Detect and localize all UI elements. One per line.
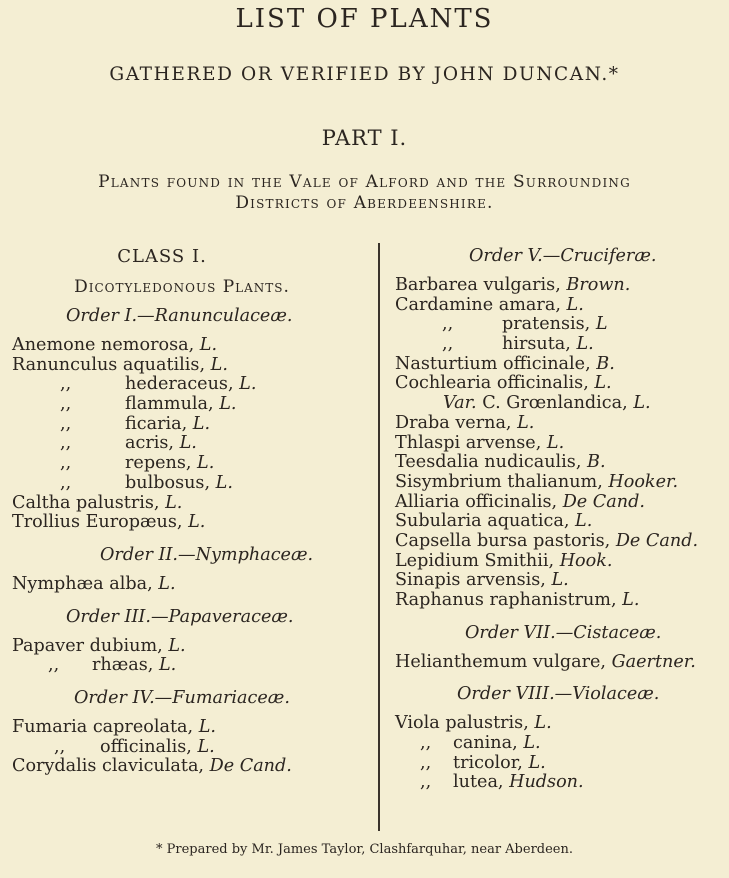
plant-authority: De Cand. — [209, 756, 292, 777]
plant-name-wrap — [125, 415, 210, 435]
plant-name: Ranunculus aquatilis, — [12, 354, 211, 375]
plant-name: ficaria, — [125, 413, 193, 434]
plant-name: tricolor, — [453, 752, 529, 773]
plant-entry — [12, 738, 372, 758]
order-heading — [12, 688, 372, 708]
order-heading-text: Order III.—Papaveraceæ. — [66, 606, 294, 627]
order-heading-text: Order V.—Cruciferæ. — [469, 246, 657, 266]
plant-authority: L. — [633, 393, 651, 414]
plant-entry — [395, 276, 725, 296]
plant-name: Viola palustris, — [395, 713, 535, 734]
plant-name: hirsuta, — [502, 334, 577, 355]
plant-authority: Hooker. — [608, 471, 679, 492]
plant-name: Helianthemum vulgare, — [395, 651, 612, 672]
plant-authority: Gaertner. — [611, 651, 696, 672]
order-heading — [12, 607, 372, 627]
plant-authority: L. — [566, 294, 584, 315]
plant-entry — [12, 637, 372, 657]
ditto-mark: ,, — [60, 374, 72, 395]
plant-name: Barbarea vulgaris, — [395, 275, 567, 295]
plant-entry — [395, 355, 725, 375]
ditto-mark: ,, — [420, 772, 432, 793]
ditto-mark: ,, — [60, 413, 72, 434]
plant-entry — [12, 375, 372, 395]
plant-name: lutea, — [453, 772, 510, 793]
plant-entry — [12, 415, 372, 435]
plant-name: pratensis, — [502, 314, 596, 335]
plant-authority: L. — [179, 433, 197, 454]
order-heading-text: Order I.—Ranunculaceæ. — [66, 306, 293, 326]
plant-entry — [395, 734, 725, 754]
plant-authority: L. — [168, 635, 186, 656]
plant-authority: L. — [239, 374, 257, 395]
plant-entry — [395, 453, 725, 473]
left-column — [12, 246, 372, 777]
plant-name-wrap — [125, 474, 233, 494]
plant-name: Trollius Europæus, — [12, 512, 189, 533]
plant-name: flammula, — [125, 394, 220, 415]
order-heading-text: Order II.—Nymphaceæ. — [100, 544, 314, 565]
plant-name: Anemone nemorosa, — [12, 335, 200, 355]
plant-name: rhæas, — [92, 655, 159, 676]
plant-name: repens, — [125, 453, 198, 474]
plant-name: C. Grœnlandica, — [476, 393, 634, 414]
plant-entry — [12, 474, 372, 494]
plant-name-wrap — [125, 395, 237, 415]
plant-authority: L. — [551, 570, 569, 591]
plant-entry — [395, 773, 725, 793]
plant-authority: L. — [517, 412, 535, 433]
order-heading-text: Order VIII.—Violaceæ. — [457, 684, 660, 705]
ditto-mark: ,, — [420, 733, 432, 754]
plant-entry — [12, 494, 372, 514]
plant-entry — [395, 754, 725, 774]
plant-entry — [395, 552, 725, 572]
plant-authority: L. — [576, 334, 594, 355]
plant-name: Caltha palustris, — [12, 492, 166, 513]
plant-entry — [395, 532, 725, 552]
plant-authority: L. — [219, 394, 237, 415]
part-heading: PART I. — [321, 126, 408, 150]
order-heading — [12, 306, 372, 326]
plant-authority: Hudson. — [509, 772, 584, 793]
plant-authority: L. — [197, 453, 215, 474]
plant-entry — [395, 315, 725, 335]
plant-name: Corydalis claviculata, — [12, 756, 210, 777]
plant-authority: L. — [210, 354, 228, 375]
page-subtitle: GATHERED OR VERIFIED BY JOHN DUNCAN.* — [109, 64, 620, 85]
plant-name-wrap — [100, 738, 215, 758]
ditto-mark: ,, — [420, 752, 432, 773]
section-heading-line2: Districts of Aberdeenshire. — [235, 193, 494, 213]
plant-name: Papaver dubium, — [12, 635, 169, 656]
plant-name: Alliaria officinalis, — [395, 491, 563, 512]
ditto-mark: ,, — [60, 472, 72, 493]
plant-authority: De Cand. — [615, 530, 699, 551]
plant-entry — [12, 575, 372, 595]
ditto-mark: ,, — [60, 453, 72, 474]
ditto-mark: ,, — [442, 314, 454, 335]
plant-name: canina, — [453, 733, 524, 754]
plant-authority: L. — [622, 590, 640, 610]
plant-authority: L. — [523, 733, 541, 754]
order-heading — [395, 623, 725, 643]
plant-name-wrap — [453, 773, 584, 793]
plant-authority: L — [595, 314, 608, 335]
plant-name: acris, — [125, 433, 180, 454]
plant-authority: L. — [546, 432, 565, 453]
column-divider — [378, 243, 380, 831]
ditto-mark: ,, — [442, 334, 454, 355]
plant-name: Thlaspi arvense, — [395, 432, 547, 453]
plant-authority: L. — [197, 736, 215, 757]
plant-entry — [12, 356, 372, 376]
plant-entry — [395, 394, 725, 414]
section-heading — [0, 172, 729, 214]
plant-authority: L. — [575, 511, 593, 532]
plant-authority: B. — [587, 452, 606, 473]
variety-label: Var. — [443, 393, 477, 414]
plant-authority: L. — [165, 492, 183, 513]
plant-entry — [12, 336, 372, 356]
right-column — [395, 238, 725, 793]
plant-authority: L. — [198, 716, 216, 737]
plant-name: Raphanus raphanistrum, — [395, 590, 623, 610]
plant-name: Nasturtium officinale, — [395, 353, 597, 374]
order-heading-text: Order VII.—Cistaceæ. — [465, 622, 662, 643]
plant-entry — [395, 374, 725, 394]
plant-entry — [395, 571, 725, 591]
plant-name: Fumaria capreolata, — [12, 716, 199, 737]
plant-entry — [395, 296, 725, 316]
plant-name-wrap — [125, 434, 197, 454]
class-heading: CLASS I. — [117, 246, 207, 267]
plant-name-wrap — [453, 754, 546, 774]
order-heading — [12, 545, 372, 565]
plant-name-wrap — [453, 734, 541, 754]
plant-entry — [12, 656, 372, 676]
plant-entry — [395, 473, 725, 493]
plant-authority: Brown. — [566, 275, 631, 295]
plant-name-wrap — [502, 315, 608, 335]
plant-entry — [395, 653, 725, 673]
plant-name: Draba verna, — [395, 412, 518, 433]
plant-authority: L. — [215, 472, 233, 493]
plant-name-wrap — [125, 454, 214, 474]
plant-entry — [12, 395, 372, 415]
plant-authority: L. — [528, 752, 546, 773]
plant-name: officinalis, — [100, 736, 198, 757]
ditto-mark: ,, — [54, 736, 66, 757]
plant-name: Cardamine amara, — [395, 294, 567, 315]
plant-authority: L. — [192, 413, 211, 434]
subclass-heading: Dicotyledonous Plants. — [74, 277, 290, 297]
plant-entry — [395, 335, 725, 355]
plant-name: Lepidium Smithii, — [395, 550, 560, 571]
plant-authority: L. — [534, 713, 552, 734]
plant-name: Sisymbrium thalianum, — [395, 471, 609, 492]
plant-name: Capsella bursa pastoris, — [395, 530, 616, 551]
ditto-mark: ,, — [48, 655, 60, 676]
plant-entry — [12, 757, 372, 777]
plant-name: Subularia aquatica, — [395, 511, 576, 532]
plant-authority: L. — [158, 655, 177, 676]
page-title: LIST OF PLANTS — [235, 4, 494, 34]
plant-entry — [395, 414, 725, 434]
plant-name-wrap — [92, 656, 176, 676]
order-heading-text: Order IV.—Fumariaceæ. — [74, 687, 290, 708]
section-heading-line1: Plants found in the Vale of Alford and the Surrounding — [98, 172, 631, 192]
plant-authority: L. — [199, 335, 218, 355]
plant-entry — [395, 512, 725, 532]
plant-entry — [12, 513, 372, 533]
plant-entry — [395, 434, 725, 454]
plant-entry — [395, 714, 725, 734]
plant-authority: L. — [188, 512, 206, 533]
plant-entry — [395, 493, 725, 513]
order-heading — [395, 684, 725, 704]
plant-authority: De Cand. — [562, 491, 645, 512]
order-heading — [395, 246, 725, 266]
plant-authority: L. — [158, 573, 176, 594]
plant-name: Nymphæa alba, — [12, 573, 159, 594]
ditto-mark: ,, — [60, 394, 72, 415]
plant-entry — [12, 454, 372, 474]
plant-authority: Hook. — [559, 550, 613, 571]
plant-entry — [12, 718, 372, 738]
plant-name: Sinapis arvensis, — [395, 570, 552, 591]
plant-name: bulbosus, — [125, 472, 216, 493]
plant-name: Teesdalia nudicaulis, — [395, 452, 588, 473]
plant-name-wrap — [502, 335, 594, 355]
ditto-mark: ,, — [60, 433, 72, 454]
plant-name: Cochlearia officinalis, — [395, 373, 595, 394]
plant-authority: B. — [596, 353, 615, 374]
footnote: * Prepared by Mr. James Taylor, Clashfarquhar, near Aberdeen. — [156, 842, 573, 857]
plant-entry — [395, 591, 725, 611]
plant-name: hederaceus, — [125, 374, 240, 395]
plant-entry — [12, 434, 372, 454]
plant-name-wrap — [125, 375, 256, 395]
plant-authority: L. — [594, 373, 612, 394]
